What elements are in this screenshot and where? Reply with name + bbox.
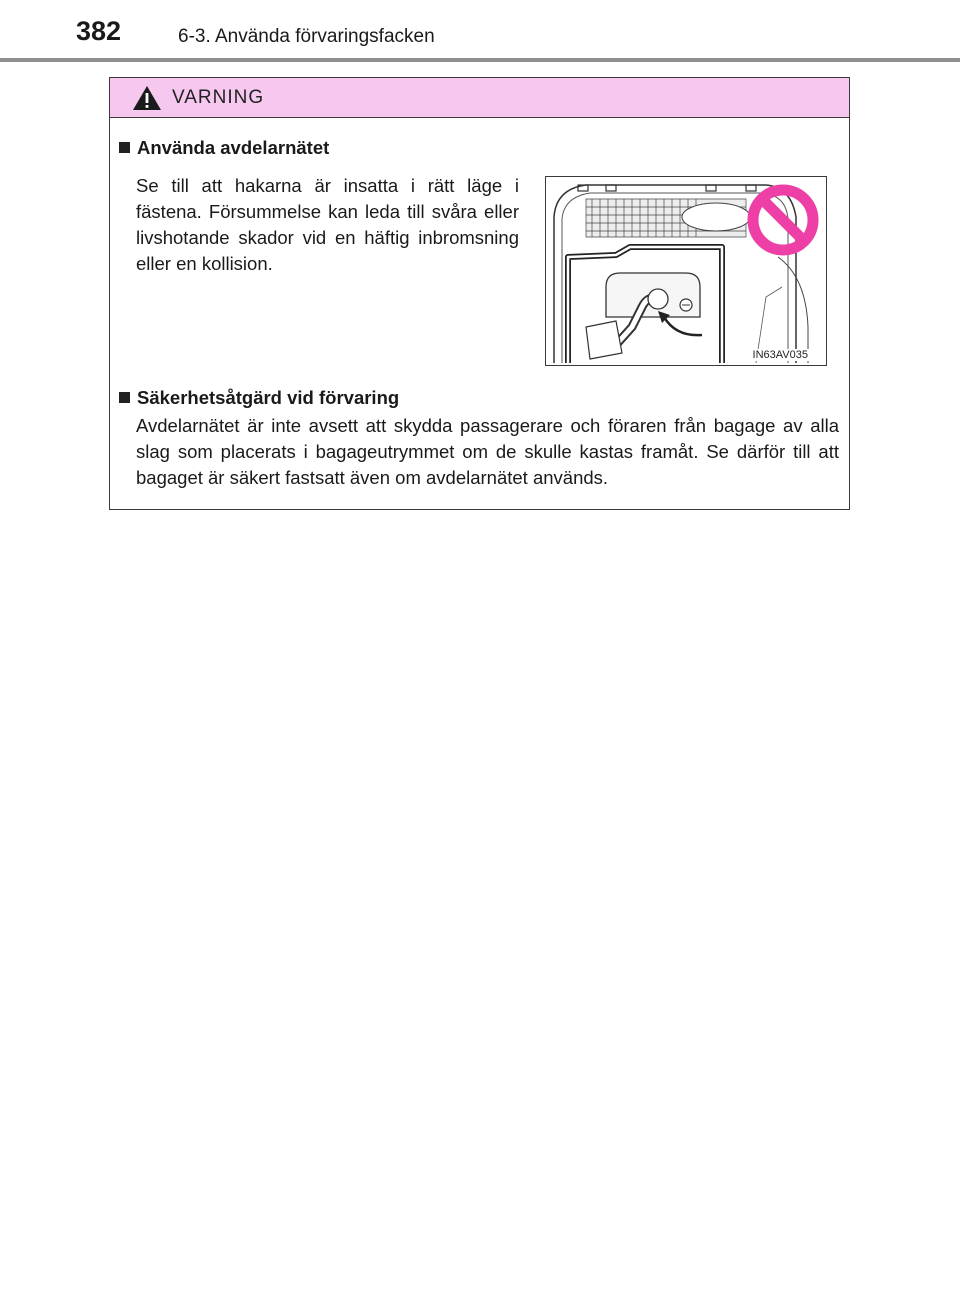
page-number: 382 <box>76 16 122 46</box>
figure-code: IN63AV035 <box>752 349 808 361</box>
illustration-cargo-net-hook <box>545 176 827 366</box>
prohibited-icon <box>746 183 820 257</box>
section-text-storage-precaution: Avdelarnätet är inte avsett att skydda passagerare och föraren från bagage av alla slag som placerats i bagageutrymmet om de skulle kastas framåt. Se därför till att bagaget är säkert fastsatt även om avdelarnätet används. <box>136 415 839 488</box>
warning-triangle-icon <box>132 85 162 111</box>
bullet-square <box>119 142 130 153</box>
section-text-net-usage: Se till att hakarna är insatta i rätt läge i fästena. Försummelse kan leda till svåra eller livshotande skador vid en häftig inbromsning eller en kollision. <box>136 175 519 274</box>
section-title: 6-3. Använda förvaringsfacken <box>178 26 435 47</box>
bullet-square <box>119 392 130 403</box>
warning-label: VARNING <box>172 87 265 108</box>
section-heading-storage-precaution: Säkerhetsåtgärd vid förvaring <box>137 387 400 408</box>
warning-box <box>109 77 850 510</box>
section-heading-net-usage: Använda avdelarnätet <box>137 137 330 158</box>
warning-header <box>110 78 849 118</box>
header-rule <box>0 58 960 62</box>
